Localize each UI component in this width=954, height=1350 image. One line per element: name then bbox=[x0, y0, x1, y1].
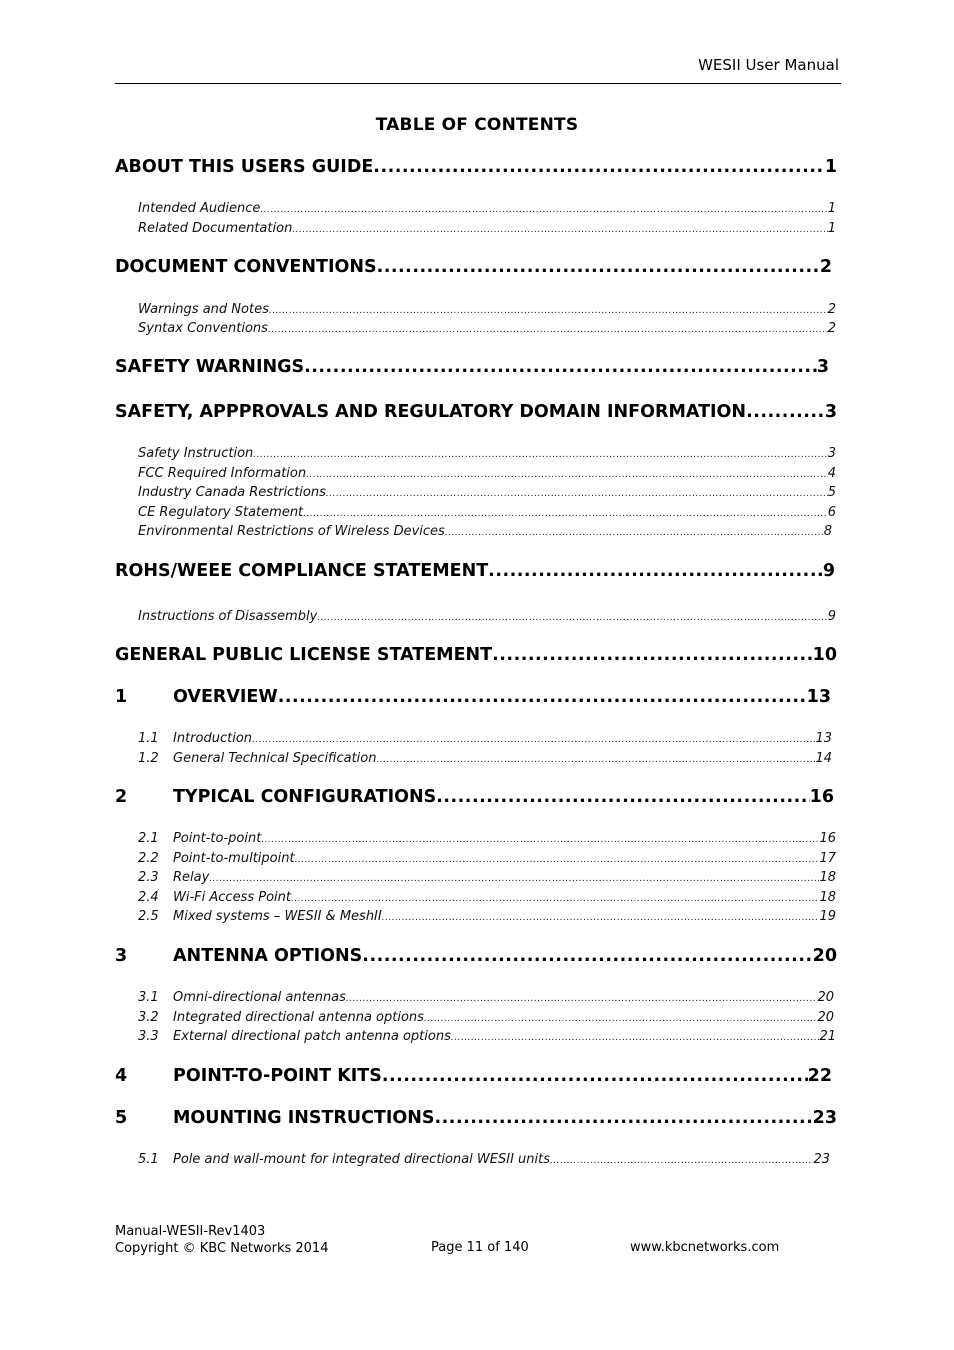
toc-entry-point-to-multipoint[interactable] bbox=[138, 851, 836, 866]
toc-entry-gpl[interactable] bbox=[115, 645, 837, 665]
toc-entry-page: 21 bbox=[819, 1029, 836, 1044]
toc-entry-title: Relay bbox=[173, 870, 210, 885]
toc-entry-page: 20 bbox=[817, 990, 834, 1005]
toc-entry-syntax-conventions[interactable] bbox=[138, 321, 836, 336]
dot-leader bbox=[746, 402, 825, 422]
dot-leader bbox=[291, 894, 819, 904]
toc-entry-title: FCC Required Information bbox=[138, 466, 307, 481]
toc-entry-warnings-notes[interactable] bbox=[138, 302, 836, 317]
toc-entry-page: 19 bbox=[819, 909, 836, 924]
toc-entry-title: Related Documentation bbox=[138, 221, 293, 236]
toc-entry-number: 5 bbox=[115, 1108, 128, 1128]
toc-entry-page: 16 bbox=[809, 787, 834, 807]
dot-leader bbox=[304, 357, 817, 377]
toc-entry-page: 3 bbox=[816, 357, 829, 377]
dot-leader bbox=[303, 509, 828, 519]
toc-entry-omni-antennas[interactable] bbox=[138, 990, 834, 1005]
dot-leader bbox=[252, 735, 815, 745]
toc-entry-number: 3.2 bbox=[138, 1010, 159, 1025]
toc-entry-patch-antenna[interactable] bbox=[138, 1029, 836, 1044]
toc-entry-overview[interactable] bbox=[115, 687, 831, 707]
toc-entry-page: 18 bbox=[819, 890, 836, 905]
toc-entry-disassembly[interactable] bbox=[138, 609, 836, 624]
dot-leader bbox=[550, 1156, 813, 1166]
footer-doc-id: Manual-WESII-Rev1403 bbox=[115, 1224, 266, 1239]
toc-entry-title: Syntax Conventions bbox=[138, 321, 268, 336]
dot-leader bbox=[295, 855, 820, 865]
toc-entry-page: 16 bbox=[819, 831, 836, 846]
toc-entry-number: 4 bbox=[115, 1066, 128, 1086]
toc-entry-title: Point-to-point bbox=[173, 831, 262, 846]
toc-entry-number: 1.2 bbox=[138, 751, 159, 766]
toc-entry-number: 2.4 bbox=[138, 890, 159, 905]
toc-entry-page: 1 bbox=[827, 201, 836, 216]
toc-entry-page: 13 bbox=[815, 731, 832, 746]
toc-entry-page: 4 bbox=[827, 466, 836, 481]
toc-entry-tech-spec[interactable] bbox=[138, 751, 832, 766]
dot-leader bbox=[269, 306, 828, 316]
toc-entry-typical-configurations[interactable] bbox=[115, 787, 834, 807]
toc-entry-relay[interactable] bbox=[138, 870, 836, 885]
toc-entry-page: 8 bbox=[823, 524, 832, 539]
toc-entry-title: Industry Canada Restrictions bbox=[138, 485, 326, 500]
toc-entry-antenna-options[interactable] bbox=[115, 946, 837, 966]
toc-entry-number: 2 bbox=[115, 787, 128, 807]
toc-entry-title: Wi-Fi Access Point bbox=[173, 890, 291, 905]
toc-entry-title: POINT-TO-POINT KITS bbox=[173, 1066, 382, 1086]
toc-entry-title: Warnings and Notes bbox=[138, 302, 269, 317]
toc-entry-title: CE Regulatory Statement bbox=[138, 505, 304, 520]
dot-leader bbox=[326, 489, 828, 499]
toc-entry-integrated-antenna[interactable] bbox=[138, 1010, 834, 1025]
dot-leader bbox=[306, 470, 828, 480]
dot-leader bbox=[362, 946, 812, 966]
toc-entry-title: External directional patch antenna options bbox=[173, 1029, 451, 1044]
toc-entry-number: 2.5 bbox=[138, 909, 159, 924]
toc-entry-title: ROHS/WEEE COMPLIANCE STATEMENT bbox=[115, 561, 489, 581]
dot-leader bbox=[488, 561, 823, 581]
toc-entry-title: Environmental Restrictions of Wireless Devices bbox=[138, 524, 445, 539]
dot-leader bbox=[435, 1108, 813, 1128]
toc-entry-title: DOCUMENT CONVENTIONS bbox=[115, 257, 377, 277]
toc-entry-title: Introduction bbox=[173, 731, 253, 746]
toc-entry-point-to-point[interactable] bbox=[138, 831, 836, 846]
dot-leader bbox=[373, 157, 825, 177]
toc-entry-rohs[interactable] bbox=[115, 561, 835, 581]
toc-entry-title: Mixed systems – WESII & MeshII bbox=[173, 909, 382, 924]
toc-entry-safety-approvals[interactable] bbox=[115, 402, 837, 422]
toc-entry-safety-instruction[interactable] bbox=[138, 446, 836, 461]
toc-entry-number: 1.1 bbox=[138, 731, 159, 746]
running-header: WESII User Manual bbox=[698, 56, 839, 74]
toc-entry-pole-wall-mount[interactable] bbox=[138, 1152, 830, 1167]
toc-entry-number: 1 bbox=[115, 687, 128, 707]
dot-leader bbox=[268, 325, 828, 335]
toc-entry-title: Point-to-multipoint bbox=[173, 851, 295, 866]
toc-entry-title: Instructions of Disassembly bbox=[138, 609, 318, 624]
toc-entry-page: 23 bbox=[813, 1152, 830, 1167]
footer-page-number: Page 11 of 140 bbox=[431, 1240, 529, 1255]
toc-entry-related-docs[interactable] bbox=[138, 221, 836, 236]
toc-entry-safety-warnings[interactable] bbox=[115, 357, 829, 377]
toc-entry-document-conventions[interactable] bbox=[115, 257, 832, 277]
toc-entry-page: 9 bbox=[827, 609, 836, 624]
dot-leader bbox=[377, 257, 820, 277]
toc-entry-page: 1 bbox=[827, 221, 836, 236]
toc-entry-page: 2 bbox=[827, 321, 836, 336]
toc-entry-title: Safety Instruction bbox=[138, 446, 254, 461]
dot-leader bbox=[278, 687, 807, 707]
toc-entry-title: Omni-directional antennas bbox=[173, 990, 346, 1005]
dot-leader bbox=[382, 1066, 808, 1086]
toc-entry-introduction[interactable] bbox=[138, 731, 832, 746]
toc-entry-page: 13 bbox=[806, 687, 831, 707]
toc-entry-page: 2 bbox=[827, 302, 836, 317]
toc-entry-page: 23 bbox=[812, 1108, 837, 1128]
dot-leader bbox=[253, 450, 827, 460]
dot-leader bbox=[261, 835, 819, 845]
dot-leader bbox=[346, 994, 818, 1004]
toc-entry-wifi-access-point[interactable] bbox=[138, 890, 836, 905]
toc-entry-number: 3.1 bbox=[138, 990, 159, 1005]
toc-entry-about-guide[interactable] bbox=[115, 157, 837, 177]
toc-entry-page: 22 bbox=[807, 1066, 832, 1086]
toc-entry-p2p-kits[interactable] bbox=[115, 1066, 832, 1086]
toc-entry-page: 20 bbox=[817, 1010, 834, 1025]
toc-entry-title: MOUNTING INSTRUCTIONS bbox=[173, 1108, 435, 1128]
toc-entry-page: 9 bbox=[822, 561, 835, 581]
toc-entry-page: 3 bbox=[824, 402, 837, 422]
dot-leader bbox=[445, 528, 824, 538]
toc-entry-number: 2.2 bbox=[138, 851, 159, 866]
toc-entry-fcc-info[interactable] bbox=[138, 466, 836, 481]
dot-leader bbox=[209, 874, 819, 884]
toc-entry-title: OVERVIEW bbox=[173, 687, 278, 707]
toc-entry-page: 3 bbox=[827, 446, 836, 461]
dot-leader bbox=[317, 613, 827, 623]
toc-entry-number: 5.1 bbox=[138, 1152, 159, 1167]
dot-leader bbox=[382, 913, 820, 923]
toc-entry-title: GENERAL PUBLIC LICENSE STATEMENT bbox=[115, 645, 493, 665]
toc-entry-industry-canada[interactable] bbox=[138, 485, 836, 500]
toc-entry-title: TYPICAL CONFIGURATIONS bbox=[173, 787, 437, 807]
toc-entry-number: 3.3 bbox=[138, 1029, 159, 1044]
footer-copyright: Copyright © KBC Networks 2014 bbox=[115, 1241, 329, 1256]
toc-entry-title: Pole and wall-mount for integrated directional WESII units bbox=[173, 1152, 551, 1167]
toc-entry-title: SAFETY, APPPROVALS AND REGULATORY DOMAIN INFORMATION bbox=[115, 402, 747, 422]
toc-entry-page: 1 bbox=[824, 157, 837, 177]
toc-entry-title: ANTENNA OPTIONS bbox=[173, 946, 363, 966]
toc-entry-page: 10 bbox=[812, 645, 837, 665]
toc-title: TABLE OF CONTENTS bbox=[375, 115, 579, 135]
toc-entry-title: General Technical Specification bbox=[173, 751, 377, 766]
dot-leader bbox=[376, 755, 815, 765]
toc-entry-page: 5 bbox=[827, 485, 836, 500]
footer-website[interactable]: www.kbcnetworks.com bbox=[630, 1240, 780, 1255]
toc-entry-page: 2 bbox=[819, 257, 832, 277]
toc-entry-title: SAFETY WARNINGS bbox=[115, 357, 305, 377]
dot-leader bbox=[436, 787, 809, 807]
dot-leader bbox=[424, 1014, 818, 1024]
toc-entry-page: 20 bbox=[812, 946, 837, 966]
dot-leader bbox=[451, 1033, 820, 1043]
footer-left bbox=[115, 1223, 328, 1257]
toc-entry-page: 17 bbox=[819, 851, 836, 866]
toc-entry-title: Integrated directional antenna options bbox=[173, 1010, 424, 1025]
dot-leader bbox=[492, 645, 813, 665]
toc-entry-environmental-restrictions[interactable] bbox=[138, 524, 832, 539]
toc-entry-ce-statement[interactable] bbox=[138, 505, 836, 520]
header-rule bbox=[115, 83, 841, 84]
toc-entry-title: Intended Audience bbox=[138, 201, 261, 216]
toc-entry-number: 3 bbox=[115, 946, 128, 966]
toc-entry-title: ABOUT THIS USERS GUIDE bbox=[115, 157, 374, 177]
toc-entry-page: 18 bbox=[819, 870, 836, 885]
toc-entry-page: 6 bbox=[827, 505, 836, 520]
toc-entry-number: 2.3 bbox=[138, 870, 159, 885]
toc-entry-page: 14 bbox=[815, 751, 832, 766]
toc-entry-mixed-systems[interactable] bbox=[138, 909, 836, 924]
toc-entry-mounting-instructions[interactable] bbox=[115, 1108, 837, 1128]
toc-entry-number: 2.1 bbox=[138, 831, 159, 846]
dot-leader bbox=[292, 225, 827, 235]
toc-entry-intended-audience[interactable] bbox=[138, 201, 836, 216]
dot-leader bbox=[260, 205, 827, 215]
